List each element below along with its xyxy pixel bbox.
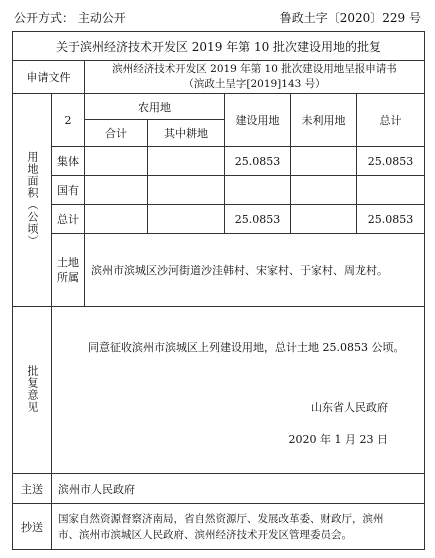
cell-subtotal (85, 205, 148, 234)
cell-construction (225, 176, 291, 205)
cc-label: 抄送 (13, 504, 52, 550)
cell-cultivated (148, 176, 225, 205)
land-area-label: 用地面积（公顷） (13, 94, 52, 307)
document-number: 鲁政土字〔2020〕229 号 (279, 11, 421, 25)
row-name: 国有 (52, 176, 85, 205)
cell-construction: 25.0853 (225, 147, 291, 176)
document-header (0, 0, 435, 30)
application-line-2: （滨政土呈字[2019]143 号） (183, 78, 326, 90)
disclosure-method: 公开方式： 主动公开 (14, 11, 126, 25)
cell-subtotal (85, 147, 148, 176)
main-recipient-value: 滨州市人民政府 (52, 474, 425, 504)
opinion-box (52, 307, 425, 474)
opinion-label: 批复意见 (13, 307, 52, 474)
row-name: 总计 (52, 205, 85, 234)
cell-construction: 25.0853 (225, 205, 291, 234)
cell-subtotal (85, 176, 148, 205)
cell-cultivated (148, 147, 225, 176)
main-recipient-label: 主送 (13, 474, 52, 504)
cell-unused (291, 205, 357, 234)
cell-total (357, 176, 425, 205)
cell-total: 25.0853 (357, 205, 425, 234)
application-label: 申请文件 (13, 61, 85, 94)
document-title: 关于滨州经济技术开发区 2019 年第 10 批次建设用地的批复 (13, 32, 425, 61)
cell-unused (291, 147, 357, 176)
subtotal-header: 合计 (85, 120, 148, 147)
total-header: 总计 (357, 94, 425, 147)
cell-cultivated (148, 205, 225, 234)
unused-land-header: 未利用地 (291, 94, 357, 147)
cc-line-2: 市、滨州市滨城区人民政府、滨州经济技术开发区管理委员会。 (58, 528, 352, 541)
cc-line-1: 国家自然资源督察济南局，省自然资源厅、发展改革委、财政厅，滨州 (58, 512, 384, 525)
ownership-value: 滨州市滨城区沙河街道沙洼韩村、宋家村、于家村、周龙村。 (85, 234, 425, 307)
cc-value (52, 504, 425, 550)
table-row (13, 147, 425, 176)
cell-total: 25.0853 (357, 147, 425, 176)
construction-land-header: 建设用地 (225, 94, 291, 147)
cultivated-header: 其中耕地 (148, 120, 225, 147)
table-corner: 2 (52, 94, 85, 147)
issue-date: 2020 年 1 月 23 日 (288, 433, 389, 446)
row-name: 集体 (52, 147, 85, 176)
issuing-authority: 山东省人民政府 (311, 401, 389, 414)
approval-form-table (12, 31, 425, 550)
application-document (85, 61, 425, 94)
application-line-1: 滨州经济技术开发区 2019 年第 10 批次建设用地呈报申请书 (112, 63, 397, 75)
table-row (13, 205, 425, 234)
ownership-label: 土地所属 (52, 234, 85, 307)
table-row (13, 176, 425, 205)
agricultural-land-header: 农用地 (85, 94, 225, 120)
opinion-text: 同意征收滨州市滨城区上列建设用地，总计土地 25.0853 公顷。 (88, 341, 405, 354)
cell-unused (291, 176, 357, 205)
